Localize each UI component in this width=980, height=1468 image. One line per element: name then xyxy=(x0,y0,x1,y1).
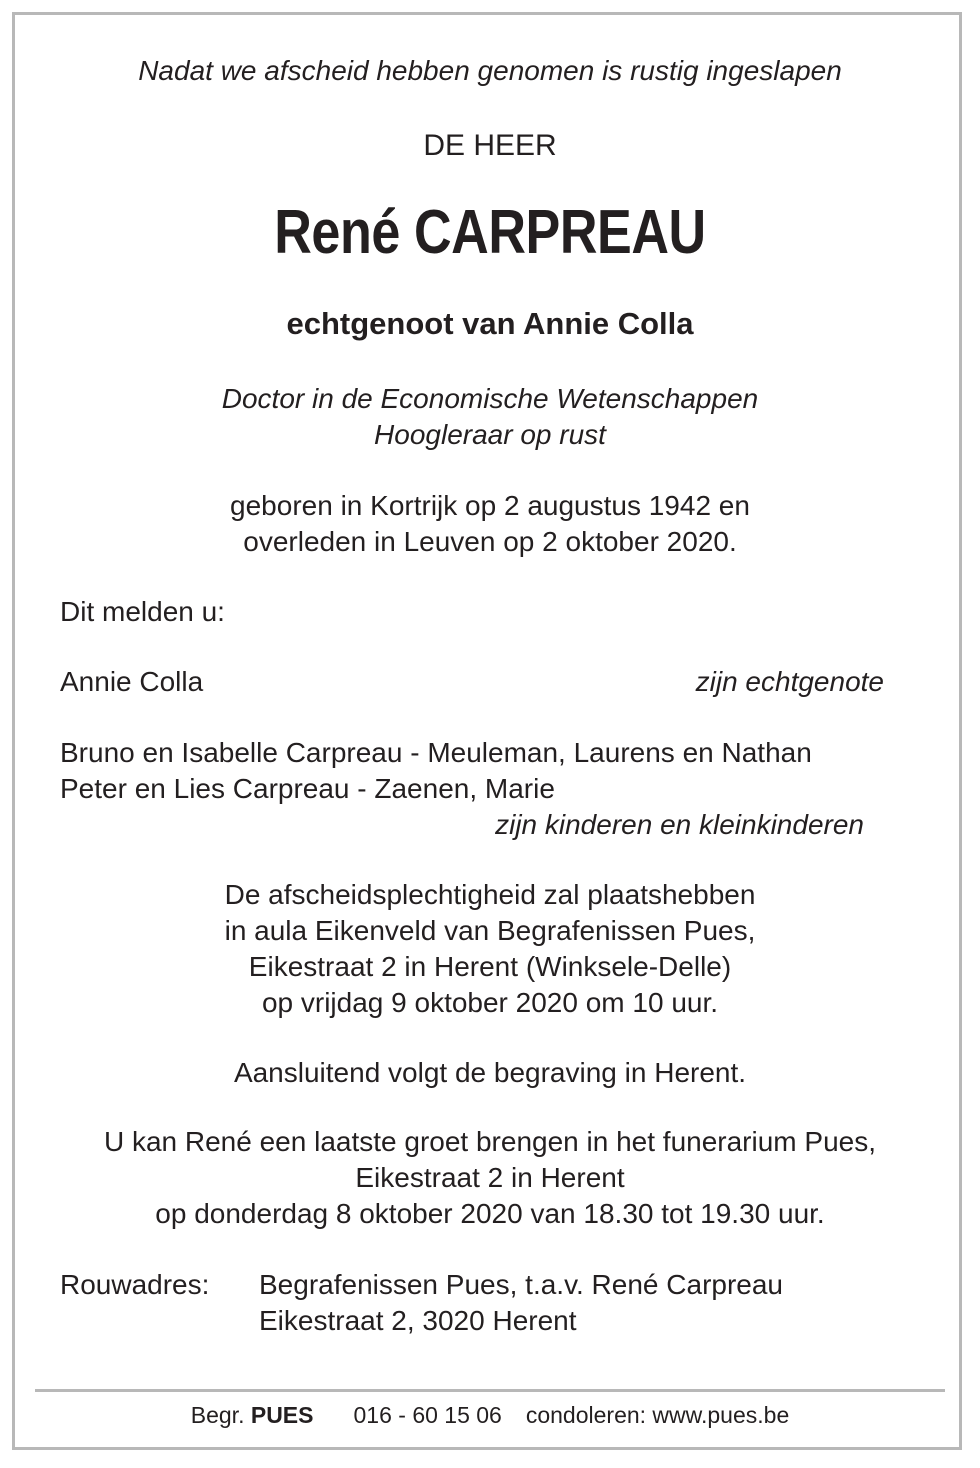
visit-line: U kan René een laatste groet brengen in het funerarium Pues, xyxy=(103,1126,877,1157)
ceremony-line: De afscheidsplechtigheid zal plaatshebben xyxy=(224,879,756,910)
address-label: Rouwadres: xyxy=(60,1269,210,1300)
footer xyxy=(0,1400,980,1430)
intro-text: Nadat we afscheid hebben genomen is rustig ingeslapen xyxy=(138,55,842,86)
deceased-name: René CARPREAU xyxy=(274,198,706,267)
ceremony-line: in aula Eikenveld van Begrafenissen Pues, xyxy=(224,915,756,946)
title-text: DE HEER xyxy=(423,129,557,162)
spouse-name: Annie Colla xyxy=(60,666,204,697)
death-line: overleden in Leuven op 2 oktober 2020. xyxy=(243,526,737,557)
announce-text: Dit melden u: xyxy=(60,596,225,627)
children-line: Bruno en Isabelle Carpreau - Meuleman, Laurens en Nathan xyxy=(60,737,812,768)
children-role: zijn kinderen en kleinkinderen xyxy=(495,809,864,840)
ceremony-line: Eikestraat 2 in Herent (Winksele-Delle) xyxy=(248,951,732,982)
burial-line: Aansluitend volgt de begraving in Herent. xyxy=(233,1057,747,1088)
spouse-role: zijn echtgenote xyxy=(695,666,884,697)
profession-line: Doctor in de Economische Wetenschappen xyxy=(221,383,759,414)
birth-line: geboren in Kortrijk op 2 augustus 1942 en xyxy=(230,490,750,521)
address-line: Eikestraat 2, 3020 Herent xyxy=(259,1305,577,1336)
footer-condolences: condoleren: www.pues.be xyxy=(525,1402,790,1428)
footer-phone: 016 - 60 15 06 xyxy=(353,1402,502,1428)
ceremony-line: op vrijdag 9 oktober 2020 om 10 uur. xyxy=(261,987,719,1018)
visit-line: Eikestraat 2 in Herent xyxy=(355,1162,625,1193)
children-line: Peter en Lies Carpreau - Zaenen, Marie xyxy=(60,773,555,804)
footer-prefix: Begr. xyxy=(190,1402,245,1428)
footer-divider xyxy=(35,1389,945,1392)
address-line: Begrafenissen Pues, t.a.v. René Carpreau xyxy=(259,1269,784,1300)
spouse-line: echtgenoot van Annie Colla xyxy=(286,306,694,341)
footer-brand: PUES xyxy=(250,1402,314,1428)
visit-line: op donderdag 8 oktober 2020 van 18.30 tot 19.30 uur. xyxy=(155,1198,825,1229)
profession-line: Hoogleraar op rust xyxy=(374,419,606,450)
